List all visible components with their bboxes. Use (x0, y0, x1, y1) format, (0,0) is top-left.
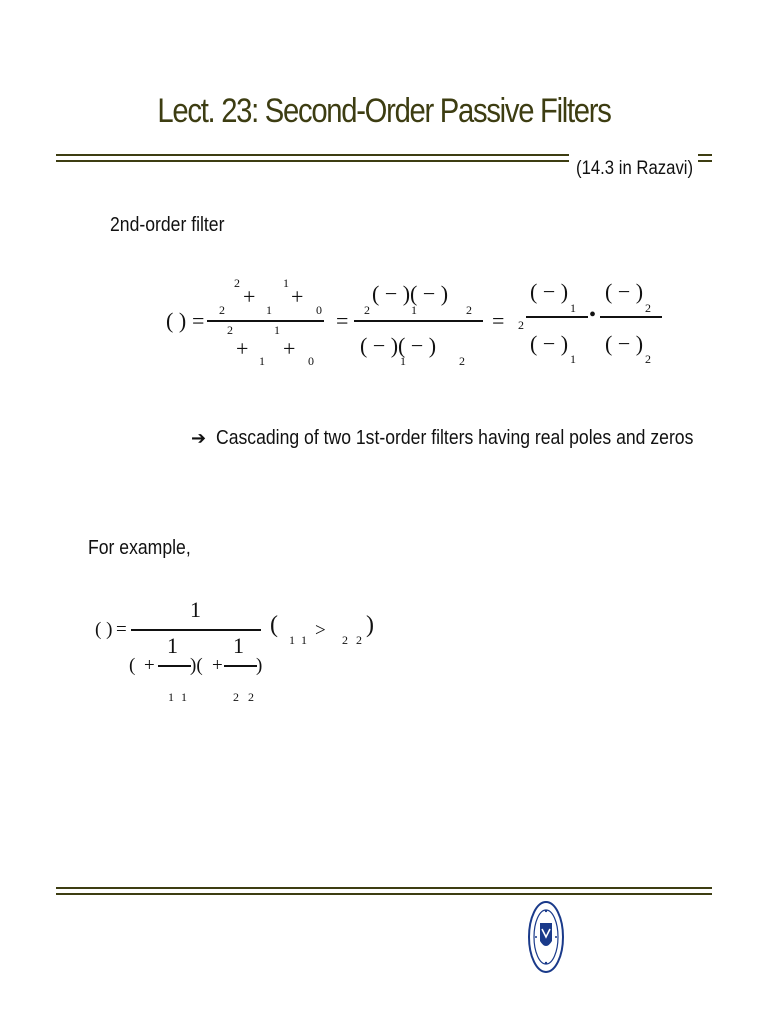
eq1-fraction-bar-2 (354, 320, 483, 322)
eq2-inner2-bar (224, 665, 257, 667)
eq1-f3-coef: 2 (518, 318, 524, 332)
eq2-cond-sub2b: 2 (356, 633, 362, 647)
eq2-den-open: ( (129, 655, 136, 676)
arrow-icon: ➔ (191, 428, 207, 449)
eq1-equals-2: = (336, 308, 349, 333)
eq1-den-sub0: 0 (308, 354, 314, 368)
eq1-num-sub0: 0 (316, 303, 322, 317)
eq1-f3a-num-sub: 1 (570, 301, 576, 315)
eq1-f2-num-sub-b: 2 (466, 303, 472, 317)
eq2-sub-2a: 2 (233, 690, 239, 704)
eq2-cond-sub1b: 1 (301, 633, 307, 647)
example-label: For example, (88, 537, 191, 559)
eq1-fraction-bar-3b (600, 316, 662, 318)
eq2-cond-close: ) (366, 612, 374, 638)
eq1-f3b-numerator: ( − ) (605, 279, 644, 304)
eq2-den-close: ) (256, 655, 263, 676)
eq2-cond-open: ( (270, 612, 278, 638)
eq1-den-sup2: 2 (227, 323, 233, 337)
eq1-equals: = (192, 308, 205, 333)
eq1-product-dot: • (589, 304, 597, 326)
eq1-f2-num-sub-a: 1 (411, 303, 417, 317)
eq1-num-plus1: + (243, 284, 256, 309)
university-seal-icon (528, 901, 564, 973)
eq2-sub-1a: 1 (168, 690, 174, 704)
eq1-lhs: ( ) (166, 308, 187, 333)
eq1-num-sup2: 2 (234, 276, 240, 290)
eq2-cond-gt: > (315, 620, 326, 641)
eq1-den-sup1: 1 (274, 323, 280, 337)
bullet-text: Cascading of two 1st-order filters having real poles and zeros (216, 427, 694, 449)
bottom-rule-lower (56, 893, 712, 895)
eq1-den-plus2: + (283, 336, 296, 361)
eq2-den-mid: )( (190, 655, 203, 676)
eq2-den-plus2: + (212, 655, 223, 676)
eq1-fraction-bar-1 (207, 320, 324, 322)
eq1-den-sub1: 1 (259, 354, 265, 368)
eq2-cond-sub1a: 1 (289, 633, 295, 647)
eq2-equals: = (116, 619, 127, 640)
eq2-inner1-num: 1 (167, 633, 178, 658)
eq1-f2-denominator: ( − )( − ) (360, 333, 437, 358)
top-rule-lower (56, 160, 569, 162)
eq1-fraction-bar-3a (526, 316, 588, 318)
eq1-f2-den-sub-b: 2 (459, 354, 465, 368)
eq1-f2-numerator: ( − )( − ) (372, 281, 449, 306)
top-rule-right-lower (698, 160, 712, 162)
eq2-den-plus1: + (144, 655, 155, 676)
intro-label: 2nd-order filter (110, 214, 225, 236)
eq1-num-plus2: + (291, 284, 304, 309)
eq1-num-sup1: 1 (283, 276, 289, 290)
eq2-fraction-bar (131, 629, 261, 631)
eq2-sub-1b: 1 (181, 690, 187, 704)
eq2-inner1-bar (158, 665, 191, 667)
top-rule-upper (56, 154, 569, 156)
eq2-inner2-num: 1 (233, 633, 244, 658)
eq2-sub-2b: 2 (248, 690, 254, 704)
eq1-f2-den-sub-a: 1 (400, 354, 406, 368)
eq2-numerator: 1 (190, 597, 201, 622)
eq1-f3a-den-sub: 1 (570, 352, 576, 366)
eq1-equals-3: = (492, 308, 505, 333)
eq1-den-plus1: + (236, 336, 249, 361)
section-reference: (14.3 in Razavi) (576, 158, 694, 179)
eq1-f3a-numerator: ( − ) (530, 279, 569, 304)
eq1-num-sub1: 1 (266, 303, 272, 317)
eq1-f3b-den-sub: 2 (645, 352, 651, 366)
eq1-f2-coef: 2 (364, 303, 370, 317)
eq1-num-sub2: 2 (219, 303, 225, 317)
page-title: Lect. 23: Second-Order Passive Filters (157, 92, 611, 130)
bottom-rule-upper (56, 887, 712, 889)
eq1-f3a-denominator: ( − ) (530, 331, 569, 356)
eq1-f3b-denominator: ( − ) (605, 331, 644, 356)
eq1-f3b-num-sub: 2 (645, 301, 651, 315)
eq2-lhs: ( ) (95, 619, 113, 640)
top-rule-right-upper (698, 154, 712, 156)
eq2-cond-sub2a: 2 (342, 633, 348, 647)
